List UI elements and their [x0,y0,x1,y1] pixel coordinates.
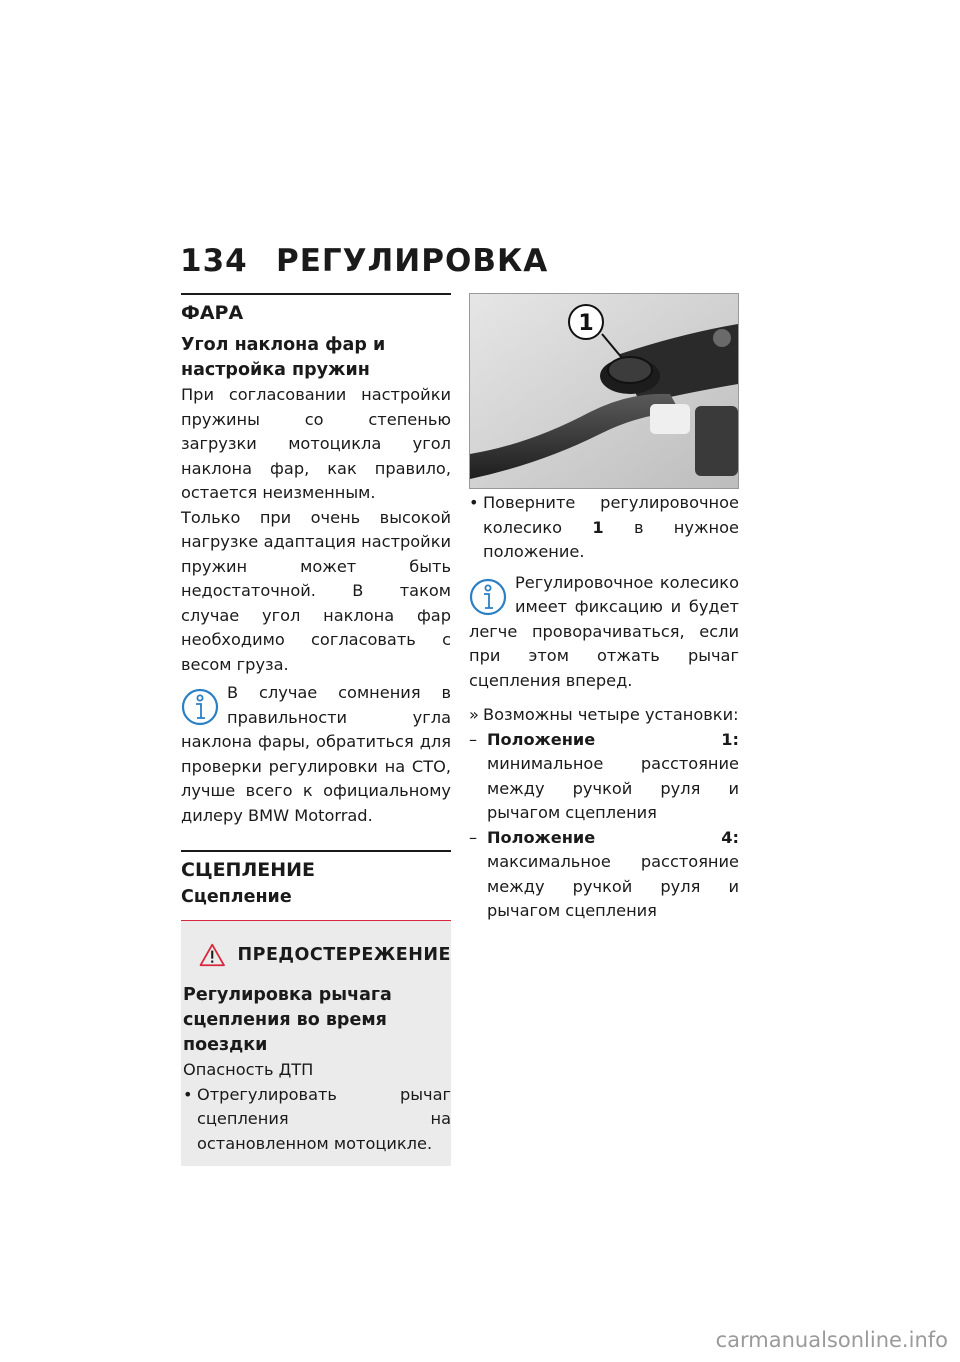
section-rule [181,293,451,295]
dash-mark: – [469,827,478,847]
info-note [181,681,451,828]
step-text-start: Поверните регулировочное колесико [483,493,739,537]
position-text [487,826,739,924]
section-rule [181,850,451,852]
position-item [469,728,739,826]
info-icon [469,577,507,617]
position-desc: минимальное расстояние между ручкой руля и рычагом сцепления [487,754,739,822]
paragraph: Только при очень высокой нагрузке адаптация настройки пружин может быть недостаточной. В таком случае угол наклона фар необходимо согласовать с весом груза. [181,507,451,674]
right-column [469,293,739,924]
result-mark: » [469,705,479,724]
watermark: carmanualsonline.info [715,1328,948,1352]
info-icon [181,687,219,727]
note-text: Регулировочное колесико имеет фиксацию и будет легче проворачиваться, если при этом отжать рычаг сцепления вперед. [469,572,739,690]
result-line [469,703,739,728]
position-desc: максимальное расстояние между ручкой руля и рычагом сцепления [487,852,739,920]
bullet-mark: • [469,493,479,512]
warning-text: Опасность ДТП [183,1060,314,1079]
paragraph: При согласовании настройки пружины со степенью загрузки мотоцикла угол наклона фар, как правило, остается неизменным. [181,385,451,502]
step-callout-number: 1 [592,517,604,537]
bullet-mark: • [183,1084,193,1104]
subtitle-headlight-angle: Угол наклона фар и настройка пружин [181,335,386,380]
warning-title: ПРЕДОСТЕРЕЖЕНИЕ [237,945,451,965]
position-label: Положение 1: [487,729,739,749]
warning-bullet-text: Отрегулировать рычаг сцепления на остановленном мотоцикле. [197,1084,451,1153]
position-item [469,826,739,924]
note-text: В случае сомнения в правильности угла наклона фары, обратиться для проверки регулировки на СТО, лучше всего к официальному дилеру BMW Motorrad. [181,683,451,825]
step-text [483,491,739,565]
subtitle-clutch: Сцепление [181,887,292,907]
warning-bullet [183,1083,451,1157]
warning-heading: Регулировка рычага сцепления во время поездки [183,985,392,1055]
warning-header [199,939,451,971]
dash-mark: – [469,729,478,749]
result-text: Возможны четыре установки: [483,705,739,724]
position-text [487,728,739,826]
chapter-title: РЕГУЛИРОВКА [276,243,549,279]
step-text-end: в нужное положение. [483,517,739,561]
instruction-step [469,491,739,565]
warning-box [181,921,451,1166]
page-number: 134 [180,243,248,279]
photo-callout-label: 1 [578,311,594,336]
warning-triangle-icon [199,939,225,971]
left-column [181,293,451,1166]
section-title-headlight: ФАРА [181,302,244,324]
section-title-clutch: СЦЕПЛЕНИЕ [181,859,315,881]
clutch-lever-illustration [470,294,738,488]
info-note [469,571,739,694]
clutch-lever-photo [469,293,739,489]
position-label: Положение 4: [487,827,739,847]
page-header [180,243,548,279]
